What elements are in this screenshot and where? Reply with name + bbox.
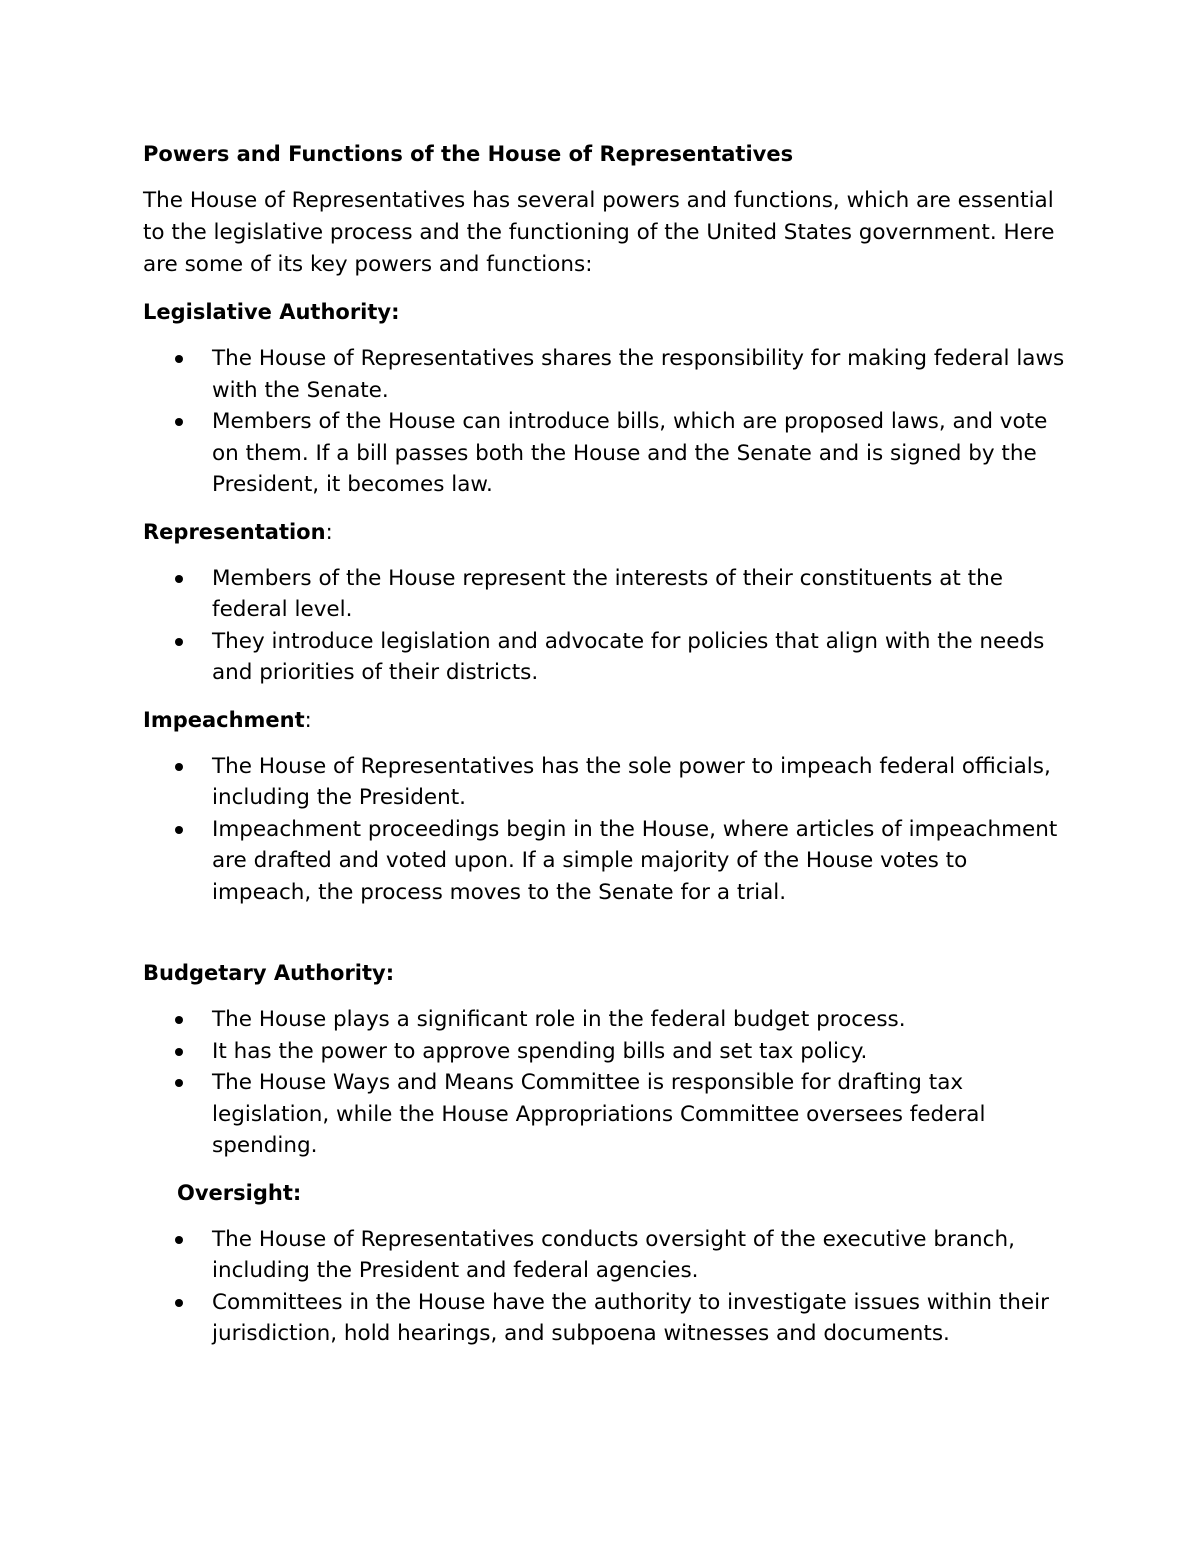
list-item [143, 1224, 1073, 1287]
bullet-icon [175, 826, 183, 834]
bullet-icon [175, 638, 183, 646]
bullet-icon [175, 1079, 183, 1087]
list-item [143, 1036, 1073, 1068]
list-item [143, 1287, 1073, 1350]
bullet-icon [175, 763, 183, 771]
list-item-text: Impeachment proceedings begin in the House, where articles of impeachment are drafted and voted upon. If a simple majority of the House votes to impeach, the process moves to the Senate for a trial. [212, 816, 1058, 905]
list-item [143, 1067, 1073, 1162]
list-item-text: They introduce legislation and advocate for policies that align with the needs and priorities of their districts. [212, 628, 1045, 685]
section-heading-label: Legislative Authority: [143, 300, 400, 324]
section-heading-budgetary-authority [143, 957, 1073, 989]
document-title: Powers and Functions of the House of Representatives [143, 142, 794, 166]
bullet-icon [175, 418, 183, 426]
bullet-list-legislative-authority [143, 343, 1073, 501]
bullet-icon [175, 575, 183, 583]
bullet-icon [175, 355, 183, 363]
list-item [143, 626, 1073, 689]
section-heading-representation [143, 516, 1073, 548]
blank-line [143, 923, 1073, 957]
bullet-list-representation [143, 563, 1073, 689]
list-item-text: The House plays a significant role in the federal budget process. [212, 1007, 906, 1032]
list-item-text: It has the power to approve spending bills and set tax policy. [212, 1038, 868, 1064]
list-item-text: Committees in the House have the authority to investigate issues within their jurisdiction, hold hearings, and subpoena witnesses and documents. [212, 1289, 1049, 1346]
section-heading-label: Impeachment [143, 707, 305, 732]
section-heading-legislative-authority [143, 296, 1073, 328]
bullet-list-budgetary-authority [143, 1004, 1073, 1162]
section-heading-oversight [143, 1177, 1073, 1209]
list-item [143, 1004, 1073, 1036]
bullet-icon [175, 1299, 183, 1307]
list-item [143, 343, 1073, 406]
list-item [143, 563, 1073, 626]
list-item-text: The House Ways and Means Committee is responsible for drafting tax legislation, while the House Appropriations Committee oversees federal spending. [212, 1070, 986, 1158]
bullet-icon [175, 1048, 183, 1056]
list-item [143, 751, 1073, 814]
document-page [143, 138, 1073, 1365]
section-heading-label: Oversight: [177, 1180, 302, 1205]
section-heading-colon: : [325, 519, 333, 544]
section-heading-label: Budgetary Authority: [143, 961, 395, 985]
bullet-list-oversight [143, 1224, 1073, 1350]
bullet-list-impeachment [143, 751, 1073, 909]
list-item-text: Members of the House can introduce bills, which are proposed laws, and vote on them. If a bill passes both the House and the Senate and is signed by the President, it becomes law. [212, 409, 1048, 497]
list-item-text: The House of Representatives has the sole power to impeach federal officials, including the President. [212, 753, 1051, 810]
list-item [143, 406, 1073, 501]
list-item-text: Members of the House represent the interests of their constituents at the federal level. [212, 565, 1003, 622]
bullet-icon [175, 1236, 183, 1244]
bullet-icon [175, 1016, 183, 1024]
list-item [143, 814, 1073, 909]
section-heading-label: Representation [143, 519, 326, 544]
intro-paragraph: The House of Representatives has several powers and functions, which are essential to the legislative process and the functioning of the United States government. Here are some of its key powers and functions: [143, 188, 1055, 277]
section-heading-colon: : [304, 707, 312, 732]
section-heading-impeachment [143, 704, 1073, 736]
list-item-text: The House of Representatives shares the responsibility for making federal laws with the Senate. [212, 346, 1065, 403]
list-item-text: The House of Representatives conducts oversight of the executive branch, including the President and federal agencies. [212, 1226, 1015, 1283]
